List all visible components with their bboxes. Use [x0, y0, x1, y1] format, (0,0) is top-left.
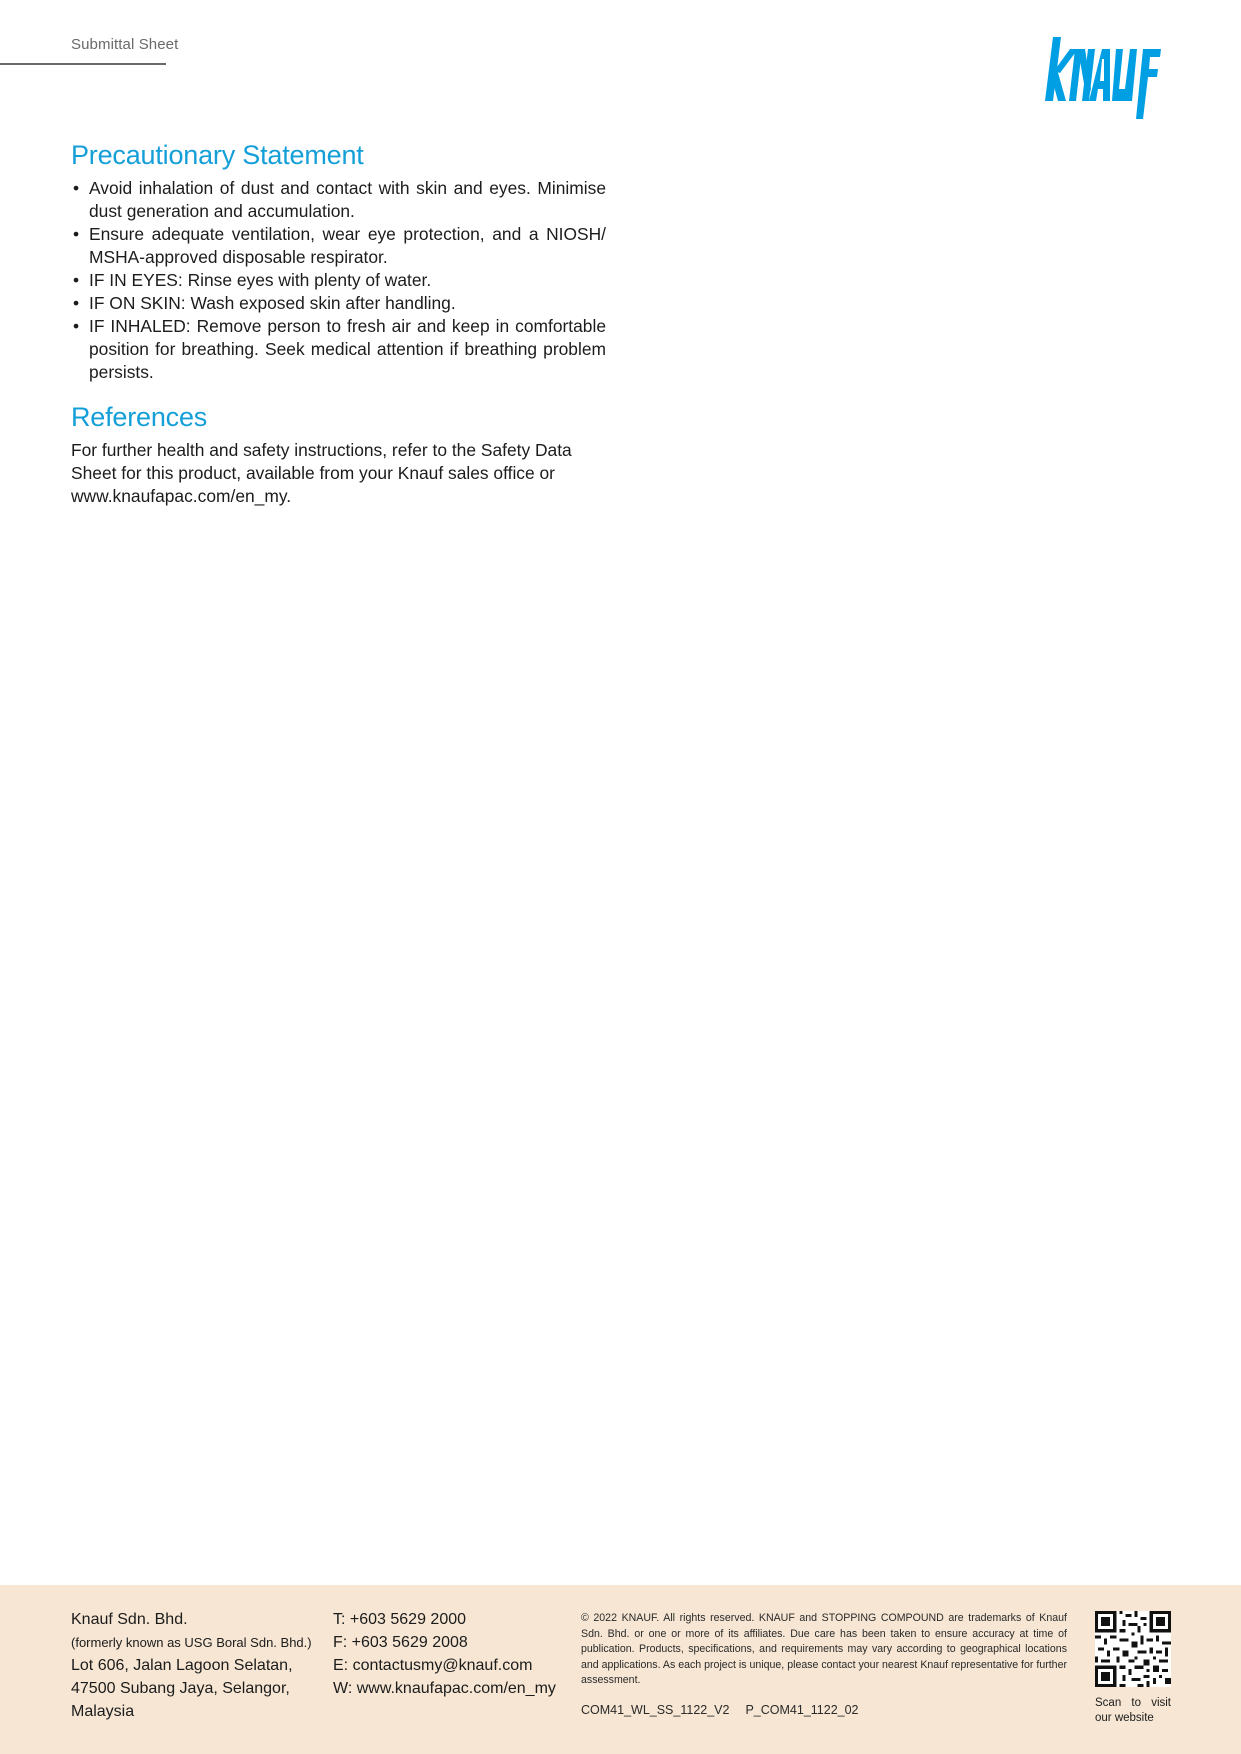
- bullet-icon: •: [73, 178, 80, 198]
- knauf-logo: [1044, 37, 1172, 119]
- list-item: [71, 315, 606, 384]
- contact-block: [333, 1608, 556, 1700]
- references-text: For further health and safety instructions, refer to the Safety Data Sheet for this product, available from your Knauf sales office or www.knaufapac.com/en_my.: [71, 440, 572, 506]
- header-divider: [0, 63, 166, 65]
- qr-code-icon[interactable]: [1095, 1611, 1171, 1687]
- main-content: [71, 140, 606, 508]
- company-former-name: (formerly known as USG Boral Sdn. Bhd.): [71, 1635, 312, 1650]
- bullet-icon: •: [73, 270, 80, 290]
- company-name: Knauf Sdn. Bhd.: [71, 1611, 188, 1628]
- fax-number: F: +603 5629 2008: [333, 1634, 468, 1651]
- list-item-text: IF INHALED: Remove person to fresh air and keep in comfortable position for breathing. Seek medical attention if breathing problem persists.: [89, 316, 606, 382]
- address-line: 47500 Subang Jaya, Selangor,: [71, 1680, 290, 1697]
- address-line: Malaysia: [71, 1703, 135, 1720]
- email-link[interactable]: E: contactusmy@knauf.com: [333, 1657, 533, 1674]
- document-code: P_COM41_1122_02: [745, 1703, 859, 1717]
- list-item-text: Ensure adequate ventilation, wear eye protection, and a NIOSH/ MSHA-approved disposable respirator.: [89, 224, 606, 267]
- bullet-icon: •: [73, 293, 80, 313]
- list-item: [71, 292, 606, 315]
- website-link[interactable]: W: www.knaufapac.com/en_my: [333, 1680, 556, 1697]
- qr-caption: Scan to visit our website: [1095, 1697, 1171, 1724]
- document-codes: [581, 1703, 859, 1717]
- company-address-block: [71, 1608, 312, 1723]
- document-code: COM41_WL_SS_1122_V2: [581, 1703, 730, 1717]
- precautionary-statement-heading: Precautionary Statement: [71, 140, 364, 170]
- footer: [0, 1585, 1241, 1754]
- list-item-text: Avoid inhalation of dust and contact with skin and eyes. Minimise dust generation and accumulation.: [89, 178, 606, 221]
- list-item: [71, 269, 606, 292]
- list-item-text: IF IN EYES: Rinse eyes with plenty of water.: [89, 270, 432, 290]
- phone-number: T: +603 5629 2000: [333, 1611, 467, 1628]
- address-line: Lot 606, Jalan Lagoon Selatan,: [71, 1657, 293, 1674]
- legal-disclaimer: © 2022 KNAUF. All rights reserved. KNAUF and STOPPING COMPOUND are trademarks of Knauf Sdn. Bhd. or one or more of its affiliates. Due care has been taken to ensure accuracy at time of publication. Products, specifications, and requirements may vary according to geographical locations and applications. As each project is unique, please contact your nearest Knauf representative for further assessment.: [581, 1612, 1067, 1686]
- bullet-icon: •: [73, 224, 80, 244]
- list-item-text: IF ON SKIN: Wash exposed skin after handling.: [89, 293, 456, 313]
- list-item: [71, 177, 606, 223]
- document-type-label: Submittal Sheet: [71, 36, 179, 53]
- references-heading: References: [71, 402, 208, 432]
- list-item: [71, 223, 606, 269]
- precautionary-list: [71, 177, 606, 384]
- bullet-icon: •: [73, 316, 80, 336]
